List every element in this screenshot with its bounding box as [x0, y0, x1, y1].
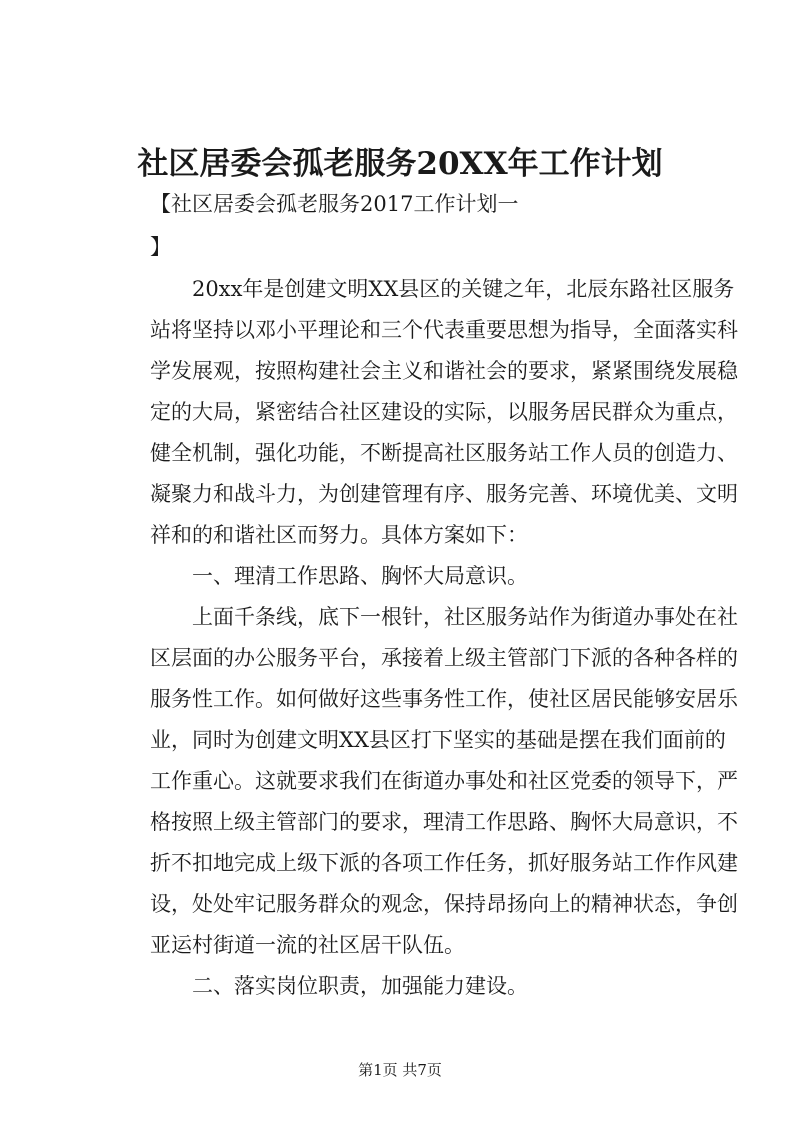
section-heading-1: 一、理清工作思路、胸怀大局意识。	[150, 564, 528, 588]
section-heading-2: 二、落实岗位职责，加强能力建设。	[150, 974, 528, 998]
body-line: 凝聚力和战斗力，为创建管理有序、服务完善、环境优美、文明	[150, 482, 738, 506]
body-line: 站将坚持以邓小平理论和三个代表重要思想为指导，全面落实科	[150, 318, 738, 342]
body-line: 亚运村街道一流的社区居干队伍。	[150, 933, 465, 957]
body-line: 折不扣地完成上级下派的各项工作任务，抓好服务站工作作风建	[150, 851, 738, 875]
body-line: 学发展观，按照构建社会主义和谐社会的要求，紧紧围绕发展稳	[150, 359, 738, 383]
document-subtitle-line-1: 【社区居委会孤老服务2017工作计划一	[150, 192, 519, 216]
body-line: 祥和的和谐社区而努力。具体方案如下：	[150, 523, 528, 547]
body-line: 服务性工作。如何做好这些事务性工作，使社区居民能够安居乐	[150, 687, 738, 711]
document-subtitle-line-2: 】	[150, 235, 171, 259]
document-title: 社区居委会孤老服务20XX年工作计划	[137, 146, 663, 182]
body-line: 上面千条线，底下一根针，社区服务站作为街道办事处在社	[150, 605, 738, 629]
body-line: 格按照上级主管部门的要求，理清工作思路、胸怀大局意识，不	[150, 810, 738, 834]
body-line: 区层面的办公服务平台，承接着上级主管部门下派的各种各样的	[150, 646, 738, 670]
body-line: 业，同时为创建文明XX县区打下坚实的基础是摆在我们面前的	[150, 728, 726, 752]
page-footer: 第1页 共7页	[358, 1061, 442, 1079]
body-line: 定的大局，紧密结合社区建设的实际，以服务居民群众为重点，	[150, 400, 738, 424]
body-line: 设，处处牢记服务群众的观念，保持昂扬向上的精神状态，争创	[150, 892, 738, 916]
body-line: 工作重心。这就要求我们在街道办事处和社区党委的领导下，严	[150, 769, 738, 793]
body-line: 20xx年是创建文明XX县区的关键之年，北辰东路社区服务	[150, 277, 735, 301]
body-line: 健全机制，强化功能，不断提高社区服务站工作人员的创造力、	[150, 441, 738, 465]
